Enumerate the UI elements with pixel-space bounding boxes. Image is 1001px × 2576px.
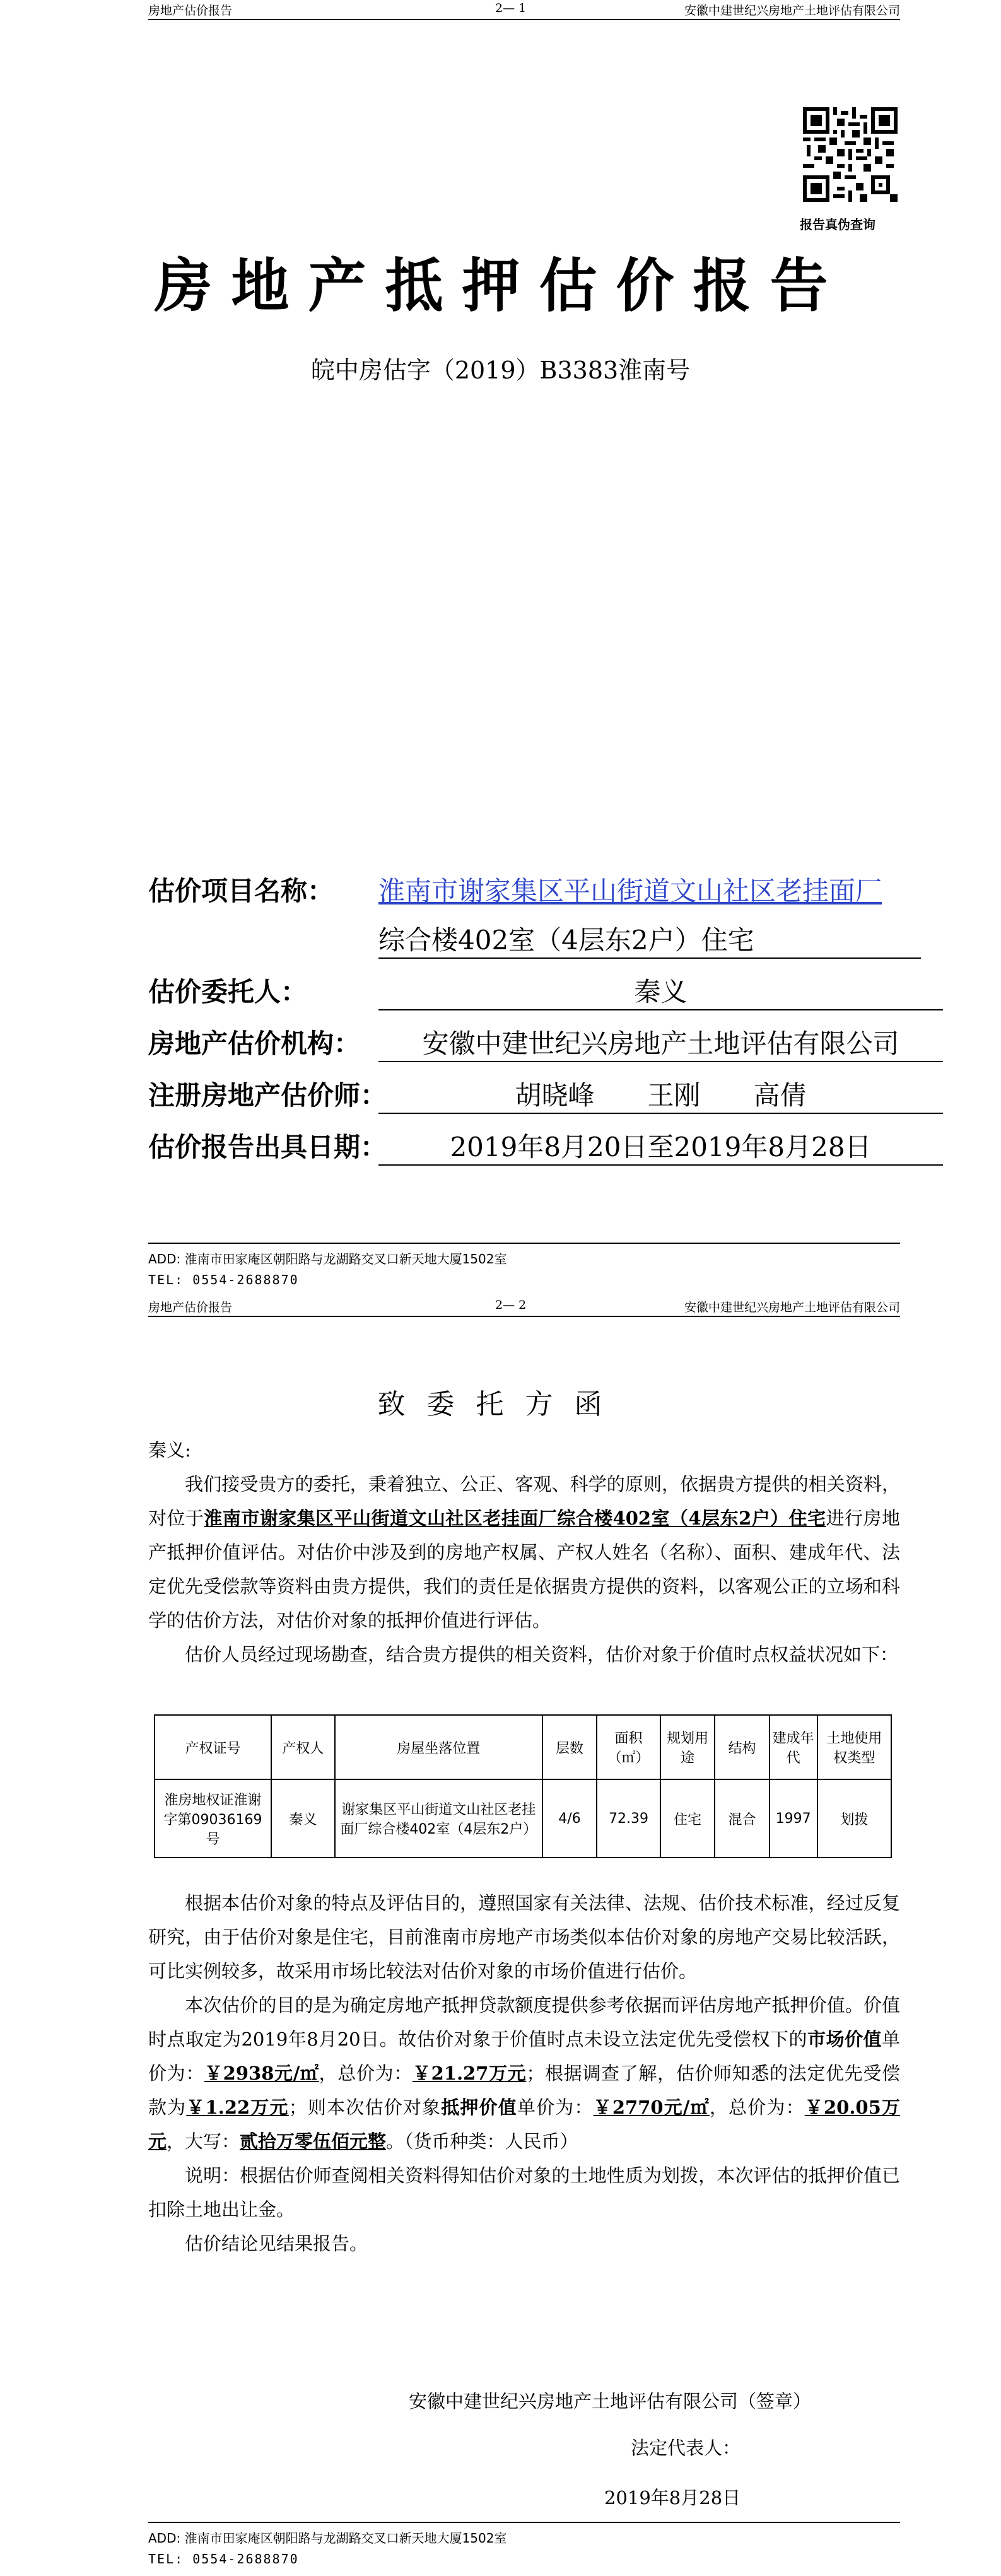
paragraph-5: 说明：根据估价师查阅相关资料得知估价对象的土地性质为划拨，本次评估的抵押价值已扣除土地出让金。 xyxy=(148,2165,900,2220)
mortgage-value-label: 抵押价值 xyxy=(441,2097,517,2118)
appraiser-label: 注册房地产估价师： xyxy=(148,1080,387,1111)
paragraph-4: 本次估价的目的是为确定房地产抵押贷款额度提供参考依据而评估房地产抵押价值。价值时点取定为2019年8月20日。故估价对象于价值时点未设立法定优先受偿权下的市场价值单价为：￥2938元/㎡，总价为：￥21.27万元；根据调查了解，估价师知悉的法定优先受偿款为￥1.22万元；则本次估价对象抵押价值单价为：￥2770元/㎡，总价为：￥20.05万元，大写：贰拾万零伍佰元整。（货币种类：人民币） xyxy=(148,1994,900,2152)
qr-caption: 报告真伪查询 xyxy=(800,217,875,232)
header-page-number: 2— 2 xyxy=(495,1298,527,1312)
project-name-value-line2: 综合楼402室（4层东2户）住宅 xyxy=(378,920,921,959)
project-name-value-line1: 淮南市谢家集区平山街道文山社区老挂面厂 xyxy=(378,875,882,906)
client-value: 秦义 xyxy=(378,971,943,1010)
cell-cert-no: 淮房地权证淮谢字第09036169号 xyxy=(155,1779,271,1858)
mortgage-total-price: ￥20.05万元 xyxy=(148,2097,900,2152)
paragraph-3: 根据本估价对象的特点及评估目的，遵照国家有关法律、法规、估价技术标准，经过反复研究，由于估价对象是住宅，目前淮南市房地产市场类似本估价对象的房地产交易比较活跃，可比实例较多，故采用市场比较法对估价对象的市场价值进行估价。 xyxy=(148,1892,900,1982)
cell-use: 住宅 xyxy=(660,1779,715,1858)
qr-code-icon xyxy=(803,107,898,202)
salutation: 秦义: xyxy=(148,1439,191,1461)
report-title: 房地产抵押估价报告 xyxy=(154,252,847,320)
cell-location: 谢家集区平山街道文山社区老挂面厂综合楼402室（4层东2户） xyxy=(335,1779,542,1858)
market-value-label: 市场价值 xyxy=(807,2029,882,2050)
cell-year: 1997 xyxy=(770,1779,817,1858)
header-company: 安徽中建世纪兴房地产土地评估有限公司 xyxy=(684,4,900,18)
header-floors: 层数 xyxy=(542,1715,597,1779)
paragraph-2: 估价人员经过现场勘查，结合贵方提供的相关资料，估价对象于价值时点权益状况如下： xyxy=(185,1644,899,1665)
running-header xyxy=(148,1297,900,1317)
page-footer xyxy=(148,2522,900,2567)
client-label: 估价委托人： xyxy=(148,976,308,1007)
letter-title: 致委托方函 xyxy=(377,1388,624,1420)
header-structure: 结构 xyxy=(715,1715,769,1779)
report-number: 皖中房估字（2019）B3383淮南号 xyxy=(310,356,691,384)
appraiser-value: 胡晓峰 王刚 高倩 xyxy=(378,1075,943,1114)
header-use: 规划用途 xyxy=(660,1715,715,1779)
market-total-price: ￥21.27万元 xyxy=(412,2063,527,2084)
header-company: 安徽中建世纪兴房地产土地评估有限公司 xyxy=(684,1301,900,1314)
header-left: 房地产估价报告 xyxy=(148,4,233,18)
cell-area: 72.39 xyxy=(597,1779,660,1858)
mortgage-unit-price: ￥2770元/㎡ xyxy=(593,2097,710,2118)
header-area: 面积（㎡） xyxy=(597,1715,660,1779)
header-land-type: 土地使用权类型 xyxy=(817,1715,891,1779)
letter-body-bottom xyxy=(148,1886,900,2261)
header-page-number: 2— 1 xyxy=(495,1,527,15)
issue-date-label: 估价报告出具日期： xyxy=(148,1132,387,1162)
running-header xyxy=(148,0,900,20)
cell-floors: 4/6 xyxy=(542,1779,597,1858)
amount-in-words: 贰拾万零伍佰元整 xyxy=(240,2131,387,2152)
letter-page xyxy=(0,1293,1001,2576)
header-cert-no: 产权证号 xyxy=(155,1715,271,1779)
page-footer xyxy=(148,1243,900,1287)
cell-owner: 秦义 xyxy=(271,1779,335,1858)
market-unit-price: ￥2938元/㎡ xyxy=(204,2063,319,2084)
agency-label: 房地产估价机构： xyxy=(148,1028,361,1059)
footer-telephone: TEL: 0554-2688870 xyxy=(148,2551,299,2567)
signature-date: 2019年8月28日 xyxy=(604,2487,741,2509)
table-row xyxy=(155,1779,891,1858)
paragraph-1: 我们接受贵方的委托，秉着独立、公正、客观、科学的原则，依据贵方提供的相关资料，对位于淮南市谢家集区平山街道文山社区老挂面厂综合楼402室（4层东2户）住宅进行房地产抵押价值评估。对估价中涉及到的房地产权属、产权人姓名（名称）、面积、建成年代、法定优先受偿款等资料由贵方提供，我们的责任是依据贵方提供的资料，以客观公正的立场和科学的估价方法，对估价对象的抵押价值进行评估。 xyxy=(148,1473,900,1631)
issue-date-value: 2019年8月20日至2019年8月28日 xyxy=(378,1127,943,1166)
table-header-row xyxy=(155,1715,891,1779)
property-address: 淮南市谢家集区平山街道文山社区老挂面厂综合楼402室（4层东2户）住宅 xyxy=(204,1508,826,1529)
cell-structure: 混合 xyxy=(715,1779,769,1858)
priority-claim-amount: ￥1.22万元 xyxy=(186,2097,289,2118)
footer-address: ADD: 淮南市田家庵区朝阳路与龙湖路交叉口新天地大厦1502室 xyxy=(148,1251,507,1267)
legal-representative: 法定代表人： xyxy=(631,2437,741,2459)
property-info-table xyxy=(154,1714,892,1858)
header-location: 房屋坐落位置 xyxy=(335,1715,542,1779)
paragraph-6: 估价结论见结果报告。 xyxy=(185,2233,368,2254)
signature-company: 安徽中建世纪兴房地产土地评估有限公司（签章） xyxy=(409,2391,812,2412)
letter-body-top xyxy=(148,1433,900,1671)
agency-value: 安徽中建世纪兴房地产土地评估有限公司 xyxy=(378,1023,943,1062)
cell-land-type: 划拨 xyxy=(817,1779,891,1858)
header-year: 建成年代 xyxy=(770,1715,817,1779)
footer-telephone: TEL: 0554-2688870 xyxy=(148,1272,299,1287)
project-name-label: 估价项目名称： xyxy=(148,875,334,906)
footer-address: ADD: 淮南市田家庵区朝阳路与龙湖路交叉口新天地大厦1502室 xyxy=(148,2531,507,2546)
header-owner: 产权人 xyxy=(271,1715,335,1779)
header-left: 房地产估价报告 xyxy=(148,1301,233,1314)
